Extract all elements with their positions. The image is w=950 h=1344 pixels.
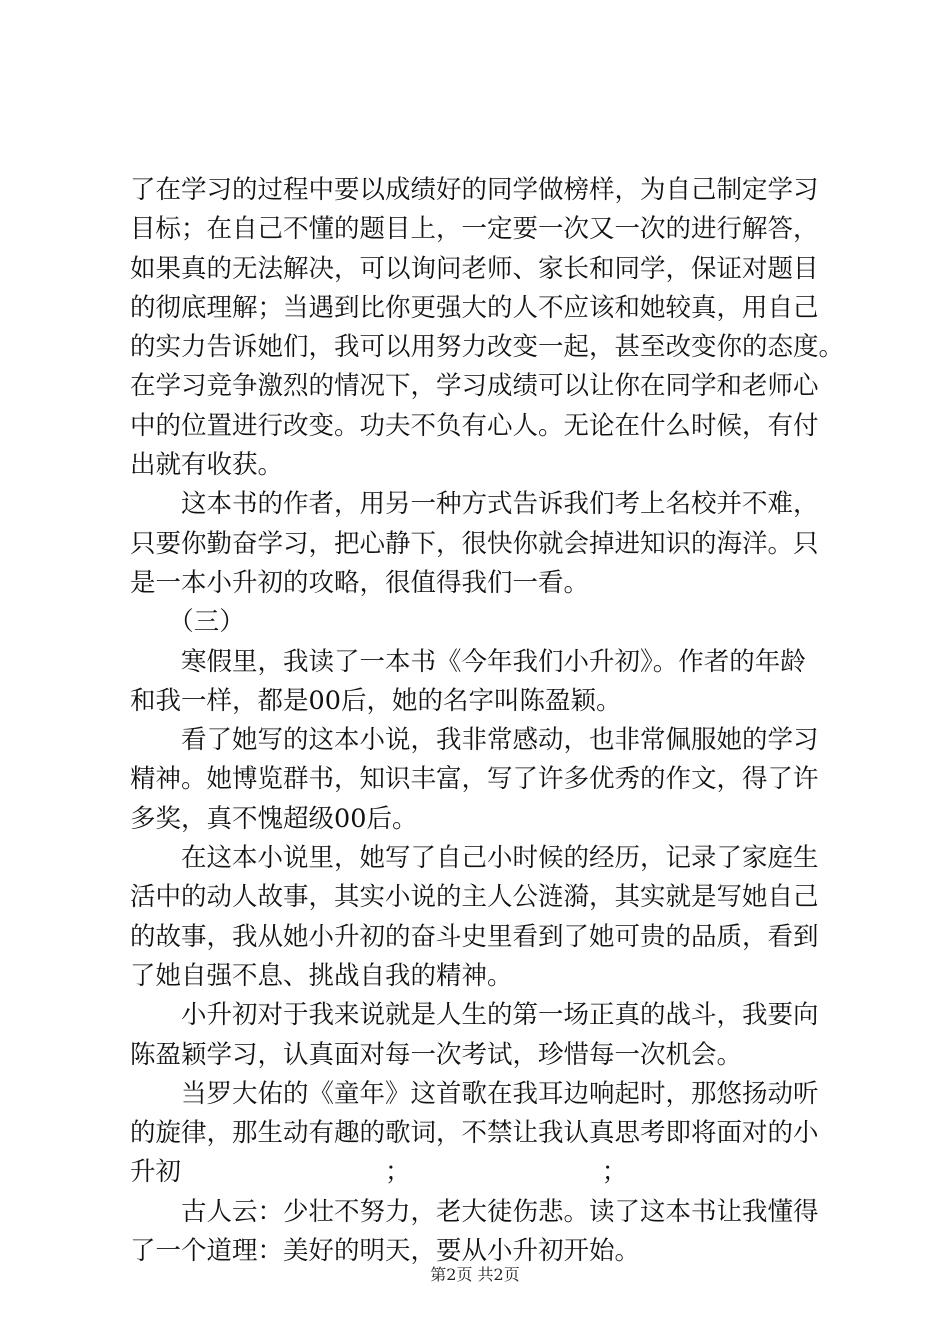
text-line: 活中的动人故事，其实小说的主人公涟漪，其实就是写她自己: [130, 882, 819, 913]
text-line: 的彻底理解；当遇到比你更强大的人不应该和她较真，用自己: [130, 292, 819, 323]
text-line: 了她自强不息、挑战自我的精神。: [130, 960, 513, 991]
text-line: 陈盈颖学习，认真面对每一次考试，珍惜每一次机会。: [130, 1039, 743, 1070]
body-text: [130, 171, 850, 1271]
text-line: 是一本小升初的攻略，很值得我们一看。: [130, 567, 590, 598]
text-line: 了一个道理：美好的明天，要从小升初开始。: [130, 1236, 641, 1267]
text-line: 和我一样，都是00后，她的名字叫陈盈颖。: [130, 685, 622, 716]
text-line: 的实力告诉她们，我可以用努力改变一起，甚至改变你的态度。: [130, 332, 845, 363]
text-line: 如果真的无法解决，可以询问老师、家长和同学，保证对题目: [130, 253, 819, 284]
text-line: 精神。她博览群书，知识丰富，写了许多优秀的作文，得了许: [130, 764, 819, 795]
text-line: 了在学习的过程中要以成绩好的同学做榜样，为自己制定学习: [130, 175, 819, 205]
section-heading: （三）: [130, 607, 245, 638]
text-line: 寒假里，我读了一本书《今年我们小升初》。作者的年龄: [130, 646, 806, 677]
text-line: 看了她写的这本小说，我非常感动，也非常佩服她的学习: [130, 725, 819, 756]
text-line: 古人云：少壮不努力，老大徒伤悲。读了这本书让我懂得: [130, 1196, 819, 1227]
text-line: 目标；在自己不懂的题目上，一定要一次又一次的进行解答，: [130, 214, 819, 245]
text-line: 的故事，我从她小升初的奋斗史里看到了她可贵的品质，看到: [130, 921, 819, 952]
text-line: 小升初对于我来说就是人生的第一场正真的战斗，我要向: [130, 1000, 819, 1031]
text-line: 的旋律，那生动有趣的歌词，不禁让我认真思考即将面对的小: [130, 1118, 819, 1149]
text-line: 在学习竞争激烈的情况下，学习成绩可以让你在同学和老师心: [130, 371, 819, 402]
text-line: 在这本小说里，她写了自己小时候的经历，记录了家庭生: [130, 843, 819, 874]
text-line: 出就有收获。: [130, 450, 284, 481]
text-line: 中的位置进行改变。功夫不负有心人。无论在什么时候，有付: [130, 410, 819, 441]
page-number-label: 第2页 共2页: [430, 1265, 520, 1284]
text-line: 多奖，真不愧超级00后。: [130, 803, 418, 834]
text-line: 升初 ； ；: [130, 1157, 628, 1188]
text-line: 当罗大佑的《童年》这首歌在我耳边响起时，那悠扬动听: [130, 1078, 819, 1109]
text-line: 只要你勤奋学习，把心静下，很快你就会掉进知识的海洋。只: [130, 528, 819, 559]
page-footer: [0, 1262, 950, 1285]
text-line: 这本书的作者，用另一种方式告诉我们考上名校并不难，: [130, 489, 819, 520]
